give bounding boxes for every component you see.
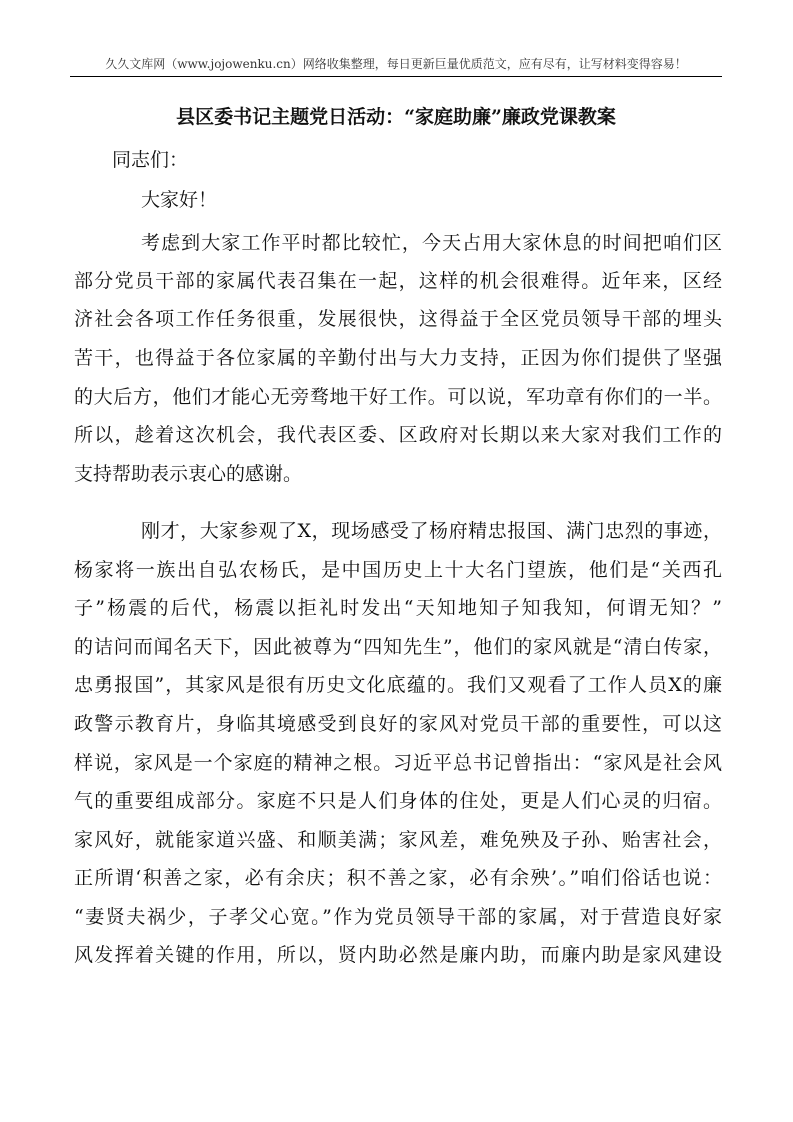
paragraph-line: 气的重要组成部分。家庭不只是人们身体的住处，更是人们心灵的归宿。 (74, 790, 722, 812)
paragraph-line: 济社会各项工作任务很重，发展很快，这得益于全区党员领导干部的埋头 (74, 308, 722, 330)
paragraph-line: 政警示教育片，身临其境感受到良好的家风对党员干部的重要性，可以这 (74, 713, 722, 735)
salutation-line: 同志们： (112, 149, 189, 171)
paragraph-line: 刚才，大家参观了X，现场感受了杨府精忠报国、满门忠烈的事迹， (141, 520, 722, 542)
paragraph-line: 正所谓‘积善之家，必有余庆；积不善之家，必有余殃’。”咱们俗话也说： (74, 867, 722, 889)
paragraph-line: 杨家将一族出自弘农杨氏，是中国历史上十大名门望族，他们是“关西孔 (74, 559, 722, 581)
greeting-line: 大家好！ (141, 189, 218, 211)
document-title: 县区委书记主题党日活动：“家庭助廉”廉政党课教案 (176, 106, 616, 128)
paragraph-line: 考虑到大家工作平时都比较忙，今天占用大家休息的时间把咱们区 (141, 232, 722, 254)
paragraph-line: 风发挥着关键的作用，所以，贤内助必然是廉内助，而廉内助是家风建设 (74, 944, 722, 966)
page-header: 久久文库网（www.jojowenku.cn）网络收集整理，每日更新巨量优质范文，应有尽有，让写材料变得容易！ (70, 52, 722, 77)
paragraph-line: 家风好，就能家道兴盛、和顺美满；家风差，难免殃及子孙、贻害社会， (74, 829, 722, 851)
paragraph-line: 子”杨震的后代，杨震以拒礼时发出“天知地知子知我知，何谓无知？” (74, 597, 722, 619)
paragraph-line: 忠勇报国”，其家风是很有历史文化底蕴的。我们又观看了工作人员X的廉 (74, 674, 722, 696)
paragraph-line: 的诘问而闻名天下，因此被尊为“四知先生”，他们的家风就是“清白传家， (74, 636, 722, 658)
paragraph-line: 部分党员干部的家属代表召集在一起，这样的机会很难得。近年来，区经 (74, 270, 722, 292)
paragraph-line: 支持帮助表示衷心的感谢。 (74, 463, 303, 485)
paragraph-line: 的大后方，他们才能心无旁骛地干好工作。可以说，军功章有你们的一半。 (74, 386, 722, 408)
paragraph-line: 样说，家风是一个家庭的精神之根。习近平总书记曾指出：“家风是社会风 (74, 752, 722, 774)
paragraph-line: 所以，趁着这次机会，我代表区委、区政府对长期以来大家对我们工作的 (74, 424, 722, 446)
paragraph-line: 苦干，也得益于各位家属的辛勤付出与大力支持，正因为你们提供了坚强 (74, 347, 722, 369)
paragraph-line: “妻贤夫祸少，子孝父心宽。”作为党员领导干部的家属，对于营造良好家 (74, 906, 722, 928)
